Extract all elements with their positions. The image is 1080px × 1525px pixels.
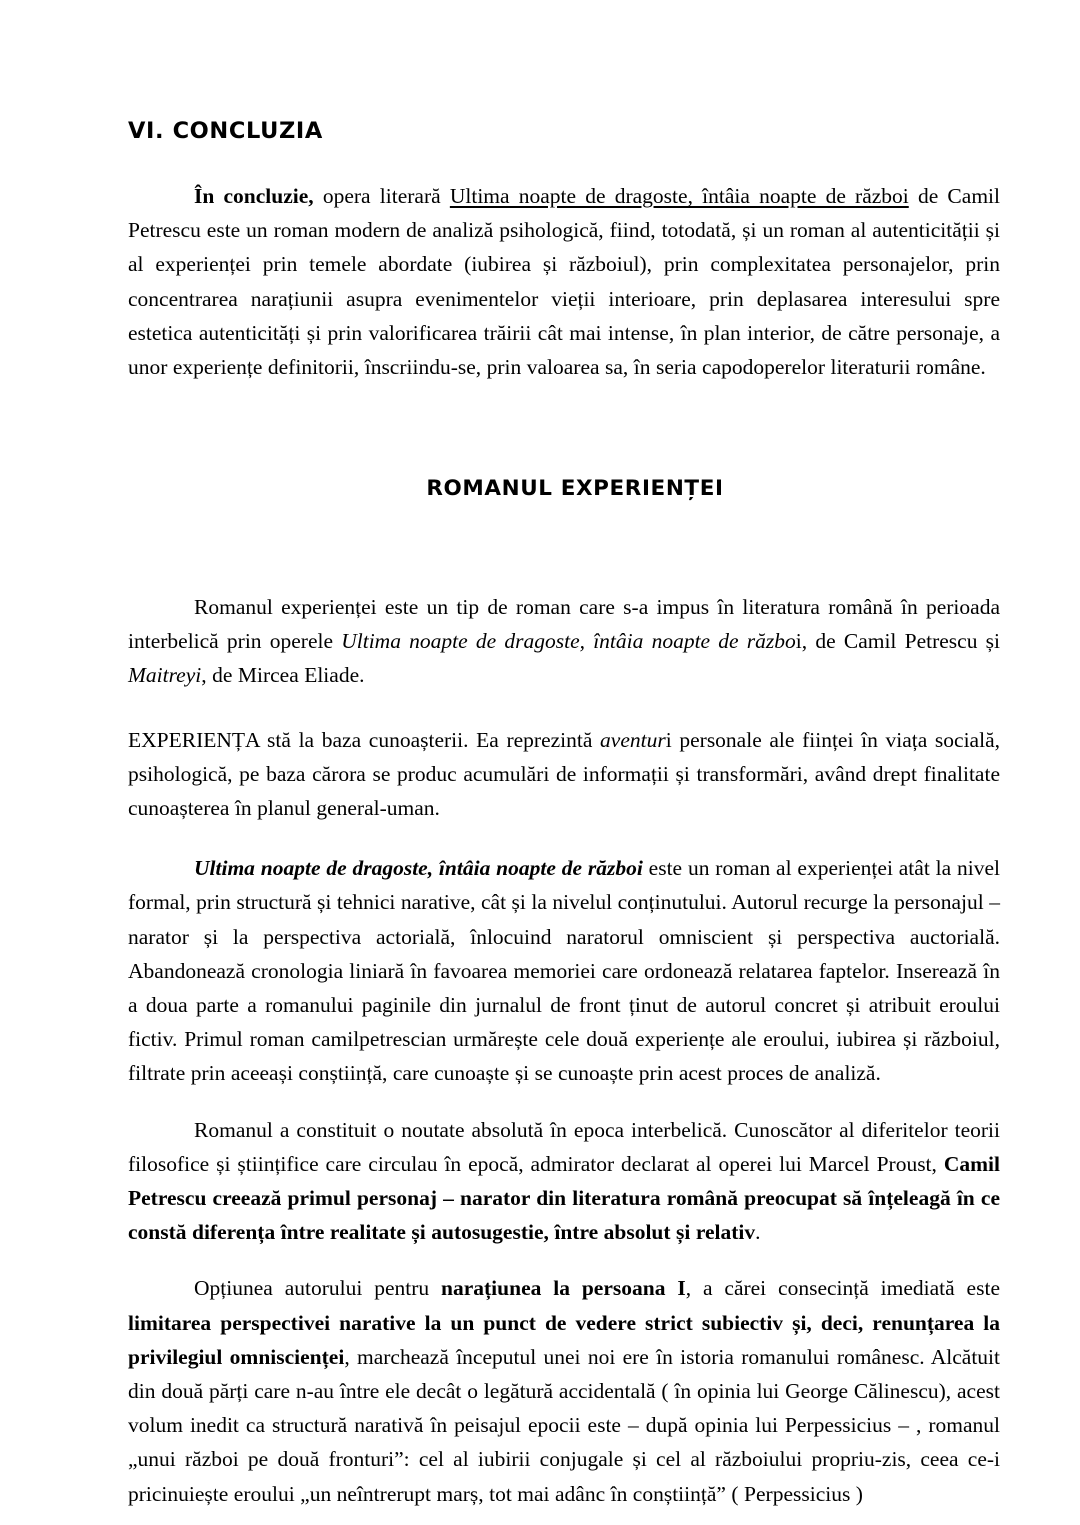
paragraph-noutate: Romanul a constituit o noutate absolută în epoca interbelică. Cunoscător al diferitelor teorii filosofice și științifice care circulau în epocă, admirator declarat al operei lui Marcel Proust, Camil Petrescu creează primul personaj – narator din literatura română preocupat să înțeleagă în ce constă diferența între realitate și autosugestie, între absolut și relativ. xyxy=(128,1117,1000,1245)
spacer-2 xyxy=(128,825,1000,851)
paragraph-tip-de-roman: Romanul experienței este un tip de roman care s-a impus în literatura română în perioada interbelică prin operele Ultima noapte de dragoste, întâia noapte de război, de Camil Petrescu și Maitreyi, de Mircea Eliade. xyxy=(128,595,1000,688)
spacer-4 xyxy=(128,1249,1000,1271)
paragraph-experienta: EXPERIENȚA stă la baza cunoașterii. Ea reprezintă aventuri personale ale ființei în viața socială, psihologică, pe baza cărora se produc acumulări de informații și transformări, având drept finalitate cunoașterea în planul general-uman. xyxy=(128,727,1000,821)
spacer-after-heading xyxy=(128,502,1000,590)
paragraph-optiunea: Opțiunea autorului pentru narațiunea la persoana I, a cărei consecință imediată este limitarea perspectivei narative la un punct de vedere strict subiectiv și, deci, renunțarea la privilegiul omniscienței, marchează începutul unei noi ere în istoria romanului românesc. Alcătuit din două părți care n-au între ele decât o legătură accidentală ( în opinia lui George Călinescu), acest volum inedit ca structură narativă în peisajul epocii este – după opinia lui Perpessicius – , romanul „unui război pe două fronturi”: cel al iubirii conjugale și cel al războiului propriu-zis, ceea ce-i pricinuiește eroului „un neîntrerupt marș, tot mai adânc în conștiință” ( Perpessicius ) xyxy=(128,1276,1000,1506)
spacer-3 xyxy=(128,1091,1000,1113)
paragraph-concluzie: În concluzie, opera literară Ultima noapte de dragoste, întâia noapte de război de Camil Petrescu este un roman modern de analiză psihologică, fiind, totodată, și un roman al autenticității și al experienței prin temele abordate (iubirea și războiul), prin complexitatea personajelor, prin concentrarea narațiunii asupra evenimentelor vieții interioare, prin deplasarea interesului spre estetica autenticități și prin valorificarea trăirii cât mai intense, în plan interior, de către personaje, a unor experiențe definitorii, înscriindu-se, prin valoarea sa, în seria capodoperelor literaturii române. xyxy=(128,184,1000,380)
document-content xyxy=(128,118,1000,1511)
paragraph-roman-experientei: Ultima noapte de dragoste, întâia noapte de război este un roman al experienței atât la nivel formal, prin structură și tehnici narative, cât și la nivelul conținutului. Autorul recurge la personajul – narator și la perspectiva actorială, înlocuind naratorul omniscient și perspectiva auctorială. Abandonează cronologia liniară în favoarea memoriei care ordonează relatarea faptelor. Inserează în a doua parte a romanului paginile din jurnalul de front ținut de autorul concret și atribuit eroului fictiv. Primul roman camilpetrescian urmărește cele două experiențe ale eroului, iubirea și războiul, filtrate prin aceeași conștiință, care cunoaște și se cunoaște prin acest proces de analiză. xyxy=(128,856,1000,1086)
heading-romanul-experientei: ROMANUL EXPERIENȚEI xyxy=(426,476,724,502)
heading-vi-concluzia: VI. CONCLUZIA xyxy=(128,118,323,144)
spacer-after-conclusion xyxy=(128,384,1000,476)
spacer-1 xyxy=(128,693,1000,723)
